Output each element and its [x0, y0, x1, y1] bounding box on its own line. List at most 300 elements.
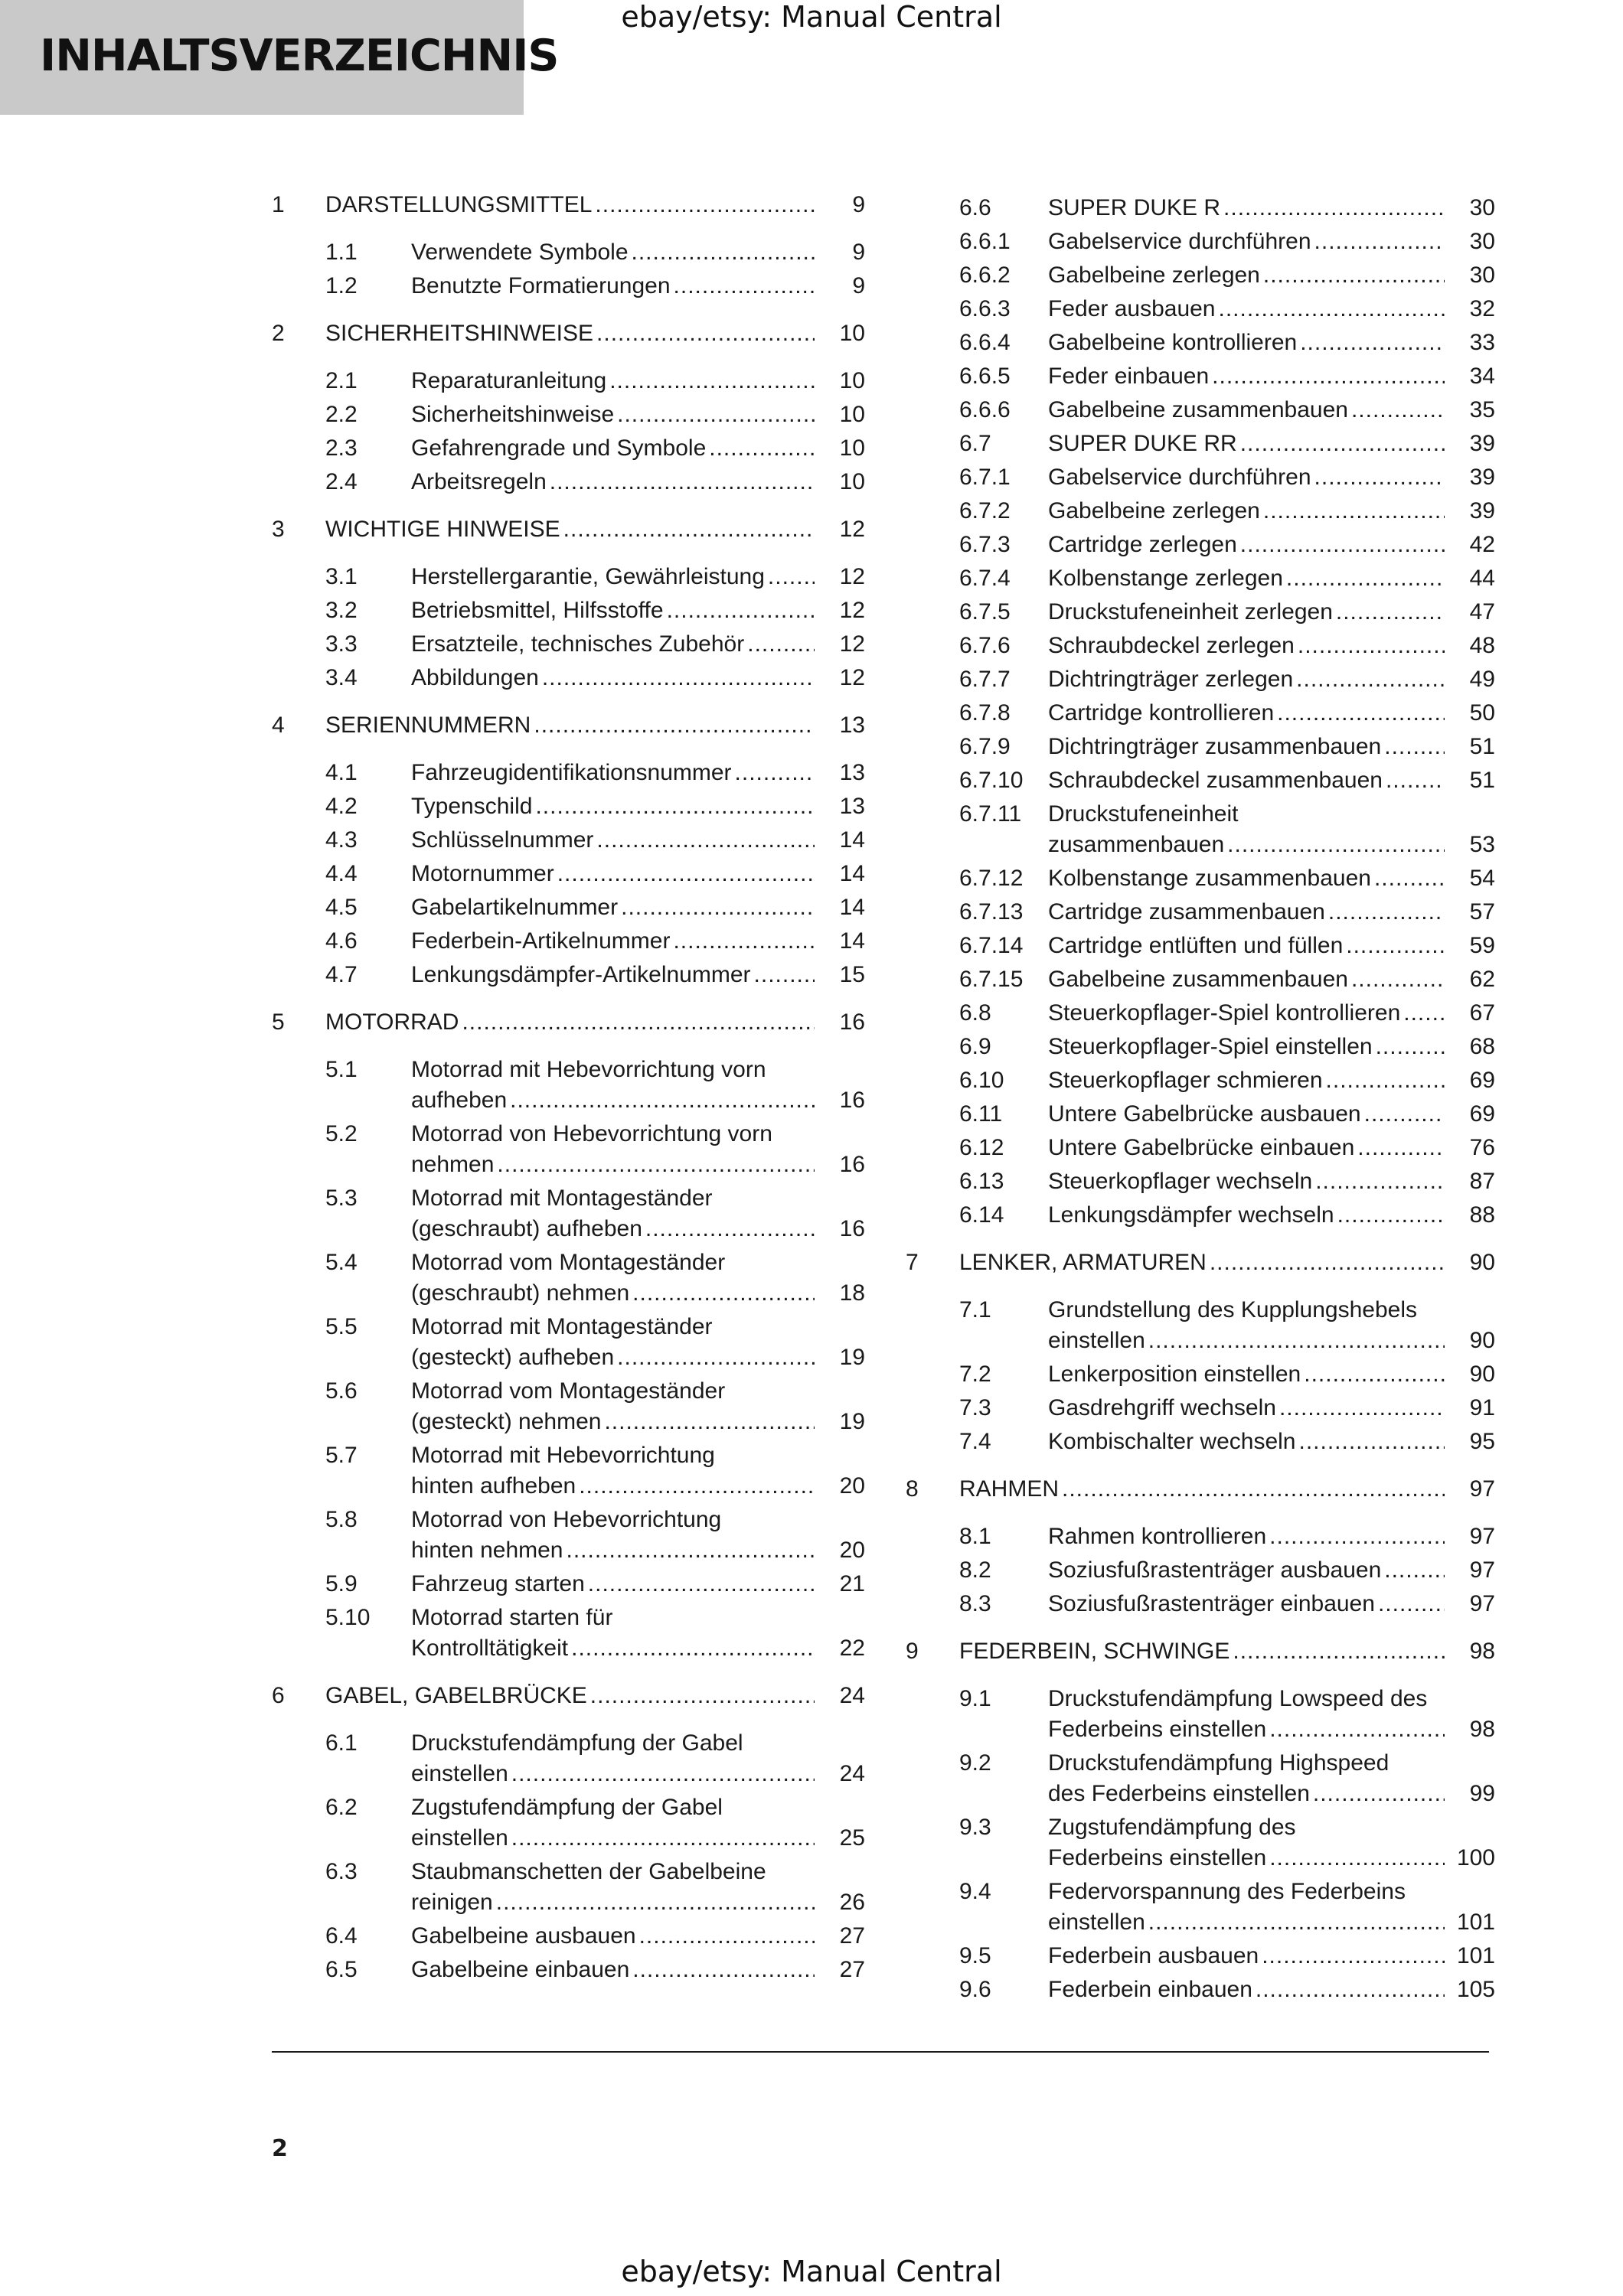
toc-entry-page: 27 [839, 1923, 865, 1949]
dot-leader [1286, 563, 1445, 594]
toc-entry-title: Betriebsmittel, Hilfsstoffe [411, 598, 664, 623]
toc-entry-page: 10 [839, 321, 865, 346]
toc-entry[interactable] [906, 1393, 1495, 1424]
toc-entry-title: Federbein ausbauen [1048, 1943, 1259, 1968]
toc-entry-title: Federbein einbauen [1048, 1977, 1252, 2002]
watermark-top: ebay/etsy: Manual Central [621, 0, 1002, 34]
toc-entry[interactable] [906, 1748, 1495, 1809]
toc-entry-number: 3.3 [325, 631, 358, 657]
toc-entry-title: Arbeitsregeln [411, 469, 547, 494]
dot-leader [1346, 931, 1445, 961]
toc-entry-number: 6.6.3 [959, 296, 1011, 321]
toc-left-column [272, 190, 865, 1985]
toc-entry-page: 16 [839, 1216, 865, 1241]
dot-leader [632, 1955, 815, 1985]
toc-entry-page: 9 [852, 192, 865, 217]
toc-entry-title: Motornummer [411, 861, 554, 886]
toc-entry-title: Rahmen kontrollieren [1048, 1524, 1267, 1549]
toc-entry-page: 98 [1469, 1639, 1495, 1664]
toc-entry[interactable] [906, 1427, 1495, 1457]
dot-leader [1062, 1474, 1445, 1505]
toc-entry-page: 35 [1469, 397, 1495, 422]
toc-entry[interactable] [906, 897, 1495, 928]
toc-entry-title: Gabelbeine kontrollieren [1048, 330, 1298, 355]
toc-entry[interactable] [906, 1474, 1495, 1505]
toc-entry-page: 9 [852, 240, 865, 265]
toc-entry-page: 95 [1469, 1429, 1495, 1454]
toc-entry[interactable] [906, 294, 1495, 325]
toc-entry-number: 6.7.1 [959, 465, 1011, 490]
dot-leader [1256, 1975, 1445, 2005]
toc-entry-title: Steuerkopflager-Spiel einstellen [1048, 1034, 1373, 1059]
dot-leader [617, 400, 815, 430]
dot-leader [595, 190, 815, 220]
toc-entry-title: Motorrad vom Montageständer [411, 1250, 726, 1275]
toc-entry-title: hinten nehmen [411, 1538, 563, 1563]
toc-entry-number: 7.2 [959, 1362, 991, 1387]
toc-entry-title: Grundstellung des Kupplungshebels [1048, 1297, 1418, 1322]
toc-entry-title: Motorrad starten für [411, 1605, 613, 1630]
toc-entry[interactable] [272, 1440, 865, 1502]
toc-entry-number: 4.2 [325, 794, 358, 819]
toc-entry-page: 99 [1469, 1781, 1495, 1806]
toc-entry-number: 8.3 [959, 1591, 991, 1616]
toc-entry-title: einstellen [411, 1825, 508, 1851]
dot-leader [1386, 765, 1445, 796]
toc-entry-page: 16 [839, 1009, 865, 1035]
toc-entry-title: Verwendete Symbole [411, 240, 629, 265]
toc-entry[interactable] [272, 960, 865, 990]
toc-entry-title: DARSTELLUNGSMITTEL [325, 192, 593, 217]
dot-leader [1210, 1247, 1445, 1278]
toc-entry-page: 30 [1469, 195, 1495, 220]
toc-entry[interactable] [906, 998, 1495, 1029]
toc-entry-number: 7.3 [959, 1395, 991, 1420]
toc-entry[interactable] [906, 563, 1495, 594]
toc-entry-title: Druckstufendämpfung der Gabel [411, 1730, 743, 1756]
dot-leader [1351, 964, 1445, 995]
toc-entry[interactable] [272, 892, 865, 923]
toc-entry[interactable] [272, 758, 865, 788]
toc-entry-number: 6.2 [325, 1795, 358, 1820]
toc-entry-title: Gabelbeine zerlegen [1048, 263, 1260, 288]
toc-entry[interactable] [906, 1065, 1495, 1096]
toc-entry-number: 2 [272, 321, 285, 346]
toc-entry-number: 5.1 [325, 1057, 358, 1082]
toc-entry-page: 19 [839, 1345, 865, 1370]
dot-leader [588, 1569, 815, 1600]
toc-entry-title: Ersatzteile, technisches Zubehör [411, 631, 745, 657]
dot-leader [1298, 1427, 1445, 1457]
dot-leader [1337, 1200, 1445, 1231]
toc-entry-title: SUPER DUKE R [1048, 195, 1221, 220]
toc-entry-title: Soziusfußrastenträger einbauen [1048, 1591, 1375, 1616]
toc-entry[interactable] [272, 467, 865, 497]
dot-leader [1219, 294, 1445, 325]
dot-leader [1269, 1714, 1445, 1745]
toc-entry[interactable] [906, 664, 1495, 695]
toc-entry-title: Motorrad mit Hebevorrichtung vorn [411, 1057, 766, 1082]
dot-leader [496, 1887, 815, 1918]
toc-entry[interactable] [906, 193, 1495, 223]
dot-leader [1263, 496, 1445, 527]
toc-entry-number: 6.7.3 [959, 532, 1011, 557]
toc-entry-number: 9 [906, 1639, 919, 1664]
dot-leader [1313, 1779, 1445, 1809]
toc-entry[interactable] [906, 1636, 1495, 1667]
toc-entry-title: Dichtringträger zusammenbauen [1048, 734, 1382, 759]
toc-entry[interactable] [906, 597, 1495, 628]
toc-entry-title: MOTORRAD [325, 1009, 459, 1035]
toc-entry[interactable] [906, 395, 1495, 426]
toc-entry[interactable] [272, 1603, 865, 1664]
toc-entry-title: Kontrolltätigkeit [411, 1636, 569, 1661]
toc-entry[interactable] [272, 1792, 865, 1854]
toc-entry-number: 5 [272, 1009, 285, 1035]
toc-entry-title: des Federbeins einstellen [1048, 1781, 1310, 1806]
dot-leader [1233, 1636, 1445, 1667]
toc-entry-number: 3.4 [325, 665, 358, 690]
dot-leader [1240, 429, 1445, 459]
toc-entry-number: 6.6.5 [959, 364, 1011, 389]
dot-leader [1300, 328, 1445, 358]
toc-entry-page: 47 [1469, 599, 1495, 625]
toc-entry-title: Abbildungen [411, 665, 539, 690]
toc-entry[interactable] [906, 631, 1495, 661]
toc-entry[interactable] [906, 964, 1495, 995]
toc-entry-page: 21 [839, 1571, 865, 1596]
toc-entry-page: 12 [839, 517, 865, 542]
toc-entry-number: 8.2 [959, 1557, 991, 1583]
dot-leader [1298, 631, 1445, 661]
toc-entry-title: Druckstufendämpfung Highspeed [1048, 1750, 1390, 1776]
toc-entry-page: 68 [1469, 1034, 1495, 1059]
toc-entry-title: Gabelservice durchführen [1048, 465, 1311, 490]
dot-leader [1376, 1032, 1445, 1062]
toc-entry-number: 2.1 [325, 368, 358, 393]
toc-entry-page: 20 [839, 1538, 865, 1563]
dot-leader [747, 629, 815, 660]
toc-entry-page: 101 [1456, 1943, 1495, 1968]
toc-entry-title: Federbeins einstellen [1048, 1717, 1267, 1742]
toc-entry-title: nehmen [411, 1152, 495, 1177]
toc-entry-number: 6.6.6 [959, 397, 1011, 422]
toc-entry-page: 59 [1469, 933, 1495, 958]
toc-entry[interactable] [906, 698, 1495, 729]
toc-entry-page: 12 [839, 665, 865, 690]
dot-leader [1227, 830, 1445, 860]
toc-entry-number: 5.7 [325, 1443, 358, 1468]
toc-entry-page: 12 [839, 631, 865, 657]
toc-entry-title: Cartridge zerlegen [1048, 532, 1237, 557]
toc-entry-page: 12 [839, 598, 865, 623]
toc-entry[interactable] [272, 1247, 865, 1309]
toc-entry-title: Gefahrengrade und Symbole [411, 435, 707, 461]
toc-entry-title: Motorrad vom Montageständer [411, 1378, 726, 1404]
toc-entry-title: Motorrad von Hebevorrichtung vorn [411, 1121, 772, 1146]
toc-entry-page: 50 [1469, 700, 1495, 726]
toc-entry[interactable] [906, 1099, 1495, 1130]
dot-leader [1351, 395, 1445, 426]
toc-entry-title: einstellen [411, 1761, 508, 1786]
toc-entry-number: 6.7.10 [959, 768, 1024, 793]
page-number: 2 [272, 2135, 288, 2162]
toc-entry-title: Zugstufendämpfung der Gabel [411, 1795, 723, 1820]
toc-entry-page: 34 [1469, 364, 1495, 389]
dot-leader [596, 825, 815, 856]
toc-entry-number: 6.12 [959, 1135, 1004, 1160]
toc-entry-page: 67 [1469, 1000, 1495, 1026]
toc-entry-page: 14 [839, 895, 865, 920]
toc-entry-page: 100 [1456, 1845, 1495, 1870]
dot-leader [1240, 530, 1445, 560]
dot-leader [632, 237, 815, 268]
toc-entry-page: 22 [839, 1636, 865, 1661]
dot-leader [1212, 361, 1445, 392]
toc-entry-number: 9.4 [959, 1879, 991, 1904]
toc-entry[interactable] [906, 530, 1495, 560]
toc-entry[interactable] [906, 1133, 1495, 1163]
toc-entry-page: 39 [1469, 465, 1495, 490]
dot-leader [510, 1085, 815, 1116]
toc-entry-title: Gabelbeine zerlegen [1048, 498, 1260, 523]
dot-leader [645, 1214, 815, 1244]
toc-entry[interactable] [272, 859, 865, 889]
toc-entry[interactable] [906, 931, 1495, 961]
toc-entry[interactable] [272, 433, 865, 464]
toc-entry[interactable] [272, 318, 865, 349]
toc-entry-page: 14 [839, 861, 865, 886]
toc-entry[interactable] [906, 227, 1495, 257]
toc-entry-title: Gabelartikelnummer [411, 895, 619, 920]
toc-entry-number: 7.4 [959, 1429, 991, 1454]
toc-entry-page: 25 [839, 1825, 865, 1851]
dot-leader [550, 467, 815, 497]
toc-entry-number: 6.5 [325, 1957, 358, 1982]
toc-entry-number: 6.7.7 [959, 667, 1011, 692]
dot-leader [1262, 1941, 1445, 1971]
toc-entry[interactable] [272, 562, 865, 592]
toc-entry-number: 6.7 [959, 431, 991, 456]
toc-entry-page: 44 [1469, 566, 1495, 591]
toc-entry[interactable] [906, 1359, 1495, 1390]
toc-entry-title: reinigen [411, 1890, 493, 1915]
toc-entry-number: 6.13 [959, 1169, 1004, 1194]
toc-entry-number: 9.5 [959, 1943, 991, 1968]
toc-entry-page: 49 [1469, 667, 1495, 692]
dot-leader [1384, 1555, 1445, 1586]
toc-entry[interactable] [272, 1681, 865, 1711]
toc-entry-number: 4.5 [325, 895, 358, 920]
toc-entry[interactable] [272, 710, 865, 741]
toc-entry-page: 62 [1469, 967, 1495, 992]
toc-entry-page: 10 [839, 469, 865, 494]
toc-entry[interactable] [272, 1055, 865, 1116]
toc-entry-page: 26 [839, 1890, 865, 1915]
toc-entry-page: 12 [839, 564, 865, 589]
dot-leader [1374, 863, 1445, 894]
toc-entry[interactable] [906, 328, 1495, 358]
dot-leader [1279, 1393, 1445, 1424]
toc-entry[interactable] [906, 1941, 1495, 1971]
toc-entry[interactable] [906, 1032, 1495, 1062]
toc-entry[interactable] [272, 663, 865, 693]
toc-entry-page: 14 [839, 928, 865, 954]
toc-entry-number: 2.3 [325, 435, 358, 461]
toc-entry-title: Cartridge kontrollieren [1048, 700, 1275, 726]
toc-entry[interactable] [906, 765, 1495, 796]
dot-leader [1296, 664, 1445, 695]
dot-leader [497, 1150, 815, 1180]
toc-entry[interactable] [272, 825, 865, 856]
page-title: INHALTSVERZEICHNIS [40, 31, 559, 81]
dot-leader [1326, 1065, 1445, 1096]
toc-entry[interactable] [906, 1555, 1495, 1586]
dot-leader [511, 1759, 815, 1789]
toc-entry-title: Steuerkopflager wechseln [1048, 1169, 1313, 1194]
dot-leader [1148, 1326, 1445, 1356]
toc-entry-number: 6.7.5 [959, 599, 1011, 625]
toc-entry[interactable] [906, 1166, 1495, 1197]
toc-entry-title: Staubmanschetten der Gabelbeine [411, 1859, 766, 1884]
toc-entry-title: Federbein-Artikelnummer [411, 928, 671, 954]
toc-entry-page: 10 [839, 368, 865, 393]
toc-entry-title: Herstellergarantie, Gewährleistung [411, 564, 765, 589]
toc-entry-page: 18 [839, 1280, 865, 1306]
toc-entry[interactable] [272, 1921, 865, 1952]
toc-entry[interactable] [906, 260, 1495, 291]
toc-entry[interactable] [272, 190, 865, 220]
toc-entry[interactable] [272, 791, 865, 822]
toc-entry[interactable] [272, 1857, 865, 1918]
toc-entry[interactable] [272, 595, 865, 626]
toc-entry-page: 39 [1469, 498, 1495, 523]
toc-entry-page: 16 [839, 1088, 865, 1113]
toc-entry-page: 20 [839, 1473, 865, 1499]
toc-entry-number: 6.6.1 [959, 229, 1011, 254]
toc-entry[interactable] [906, 1877, 1495, 1938]
toc-entry-page: 14 [839, 827, 865, 853]
toc-entry[interactable] [906, 361, 1495, 392]
dot-leader [563, 514, 815, 545]
toc-entry-page: 15 [839, 962, 865, 987]
toc-entry-page: 69 [1469, 1101, 1495, 1127]
dot-leader [1263, 260, 1445, 291]
toc-entry-title: Untere Gabelbrücke ausbauen [1048, 1101, 1361, 1127]
toc-entry-title: Fahrzeug starten [411, 1571, 585, 1596]
toc-entry[interactable] [906, 462, 1495, 493]
toc-entry-number: 9.6 [959, 1977, 991, 2002]
toc-entry-number: 3 [272, 517, 285, 542]
toc-entry-title: Motorrad mit Montageständer [411, 1314, 713, 1339]
toc-entry[interactable] [906, 799, 1495, 860]
toc-entry-title: Gabelbeine zusammenbauen [1048, 967, 1348, 992]
toc-entry-title: Druckstufendämpfung Lowspeed des [1048, 1686, 1428, 1711]
toc-entry[interactable] [272, 366, 865, 396]
dot-leader [1277, 698, 1445, 729]
toc-entry-title: LENKER, ARMATUREN [959, 1250, 1207, 1275]
toc-entry[interactable] [906, 1589, 1495, 1619]
toc-entry[interactable] [906, 1247, 1495, 1278]
toc-entry-page: 13 [839, 794, 865, 819]
toc-entry-title: RAHMEN [959, 1476, 1060, 1502]
toc-entry-page: 24 [839, 1683, 865, 1708]
dot-leader [1314, 462, 1445, 493]
toc-entry-number: 6.14 [959, 1202, 1004, 1228]
toc-entry-title: SICHERHEITSHINWEISE [325, 321, 594, 346]
toc-entry-number: 3.2 [325, 598, 358, 623]
toc-entry-number: 5.8 [325, 1507, 358, 1532]
toc-entry-number: 4.1 [325, 760, 358, 785]
toc-entry-page: 54 [1469, 866, 1495, 891]
toc-entry[interactable] [272, 237, 865, 268]
toc-entry[interactable] [272, 926, 865, 957]
toc-entry[interactable] [272, 1728, 865, 1789]
toc-entry[interactable] [272, 514, 865, 545]
toc-entry[interactable] [906, 1684, 1495, 1745]
toc-entry[interactable] [906, 863, 1495, 894]
toc-entry-number: 6.8 [959, 1000, 991, 1026]
toc-entry[interactable] [906, 732, 1495, 762]
toc-entry-page: 69 [1469, 1068, 1495, 1093]
toc-entry[interactable] [906, 496, 1495, 527]
toc-entry-number: 9.1 [959, 1686, 991, 1711]
toc-entry[interactable] [906, 1295, 1495, 1356]
toc-entry[interactable] [272, 1183, 865, 1244]
toc-entry-number: 6.7.4 [959, 566, 1011, 591]
toc-entry[interactable] [906, 1812, 1495, 1874]
toc-entry-page: 90 [1469, 1362, 1495, 1387]
toc-entry[interactable] [272, 1312, 865, 1373]
toc-entry-number: 5.6 [325, 1378, 358, 1404]
toc-entry-number: 1.2 [325, 273, 358, 298]
toc-entry-page: 32 [1469, 296, 1495, 321]
toc-entry[interactable] [272, 1505, 865, 1566]
toc-entry-number: 6.1 [325, 1730, 358, 1756]
toc-entry-page: 19 [839, 1409, 865, 1434]
toc-entry-title: SUPER DUKE RR [1048, 431, 1237, 456]
toc-entry[interactable] [906, 1975, 1495, 2005]
toc-entry-number: 4.4 [325, 861, 358, 886]
watermark-bottom: ebay/etsy: Manual Central [621, 2255, 1002, 2288]
dot-leader [673, 926, 815, 957]
toc-entry-title: Gabelservice durchführen [1048, 229, 1311, 254]
toc-entry[interactable] [272, 629, 865, 660]
toc-entry-page: 90 [1469, 1328, 1495, 1353]
toc-entry[interactable] [272, 1376, 865, 1437]
toc-entry[interactable] [272, 1007, 865, 1038]
toc-entry-page: 30 [1469, 263, 1495, 288]
toc-entry[interactable] [272, 1955, 865, 1985]
toc-entry[interactable] [906, 1521, 1495, 1552]
toc-entry-number: 6.11 [959, 1101, 1003, 1127]
toc-entry[interactable] [272, 271, 865, 302]
toc-entry-title: Dichtringträger zerlegen [1048, 667, 1294, 692]
dot-leader [632, 1278, 815, 1309]
toc-entry[interactable] [272, 400, 865, 430]
toc-entry-title: Steuerkopflager-Spiel kontrollieren [1048, 1000, 1401, 1026]
toc-entry[interactable] [272, 1569, 865, 1600]
toc-entry[interactable] [272, 1119, 865, 1180]
toc-entry-title: Kolbenstange zusammenbauen [1048, 866, 1371, 891]
dot-leader [1148, 1907, 1445, 1938]
toc-entry[interactable] [906, 1200, 1495, 1231]
toc-entry[interactable] [906, 429, 1495, 459]
dot-leader [639, 1921, 815, 1952]
toc-entry-title: Lenkungsdämpfer wechseln [1048, 1202, 1334, 1228]
dot-leader [590, 1681, 815, 1711]
dot-leader [557, 859, 815, 889]
